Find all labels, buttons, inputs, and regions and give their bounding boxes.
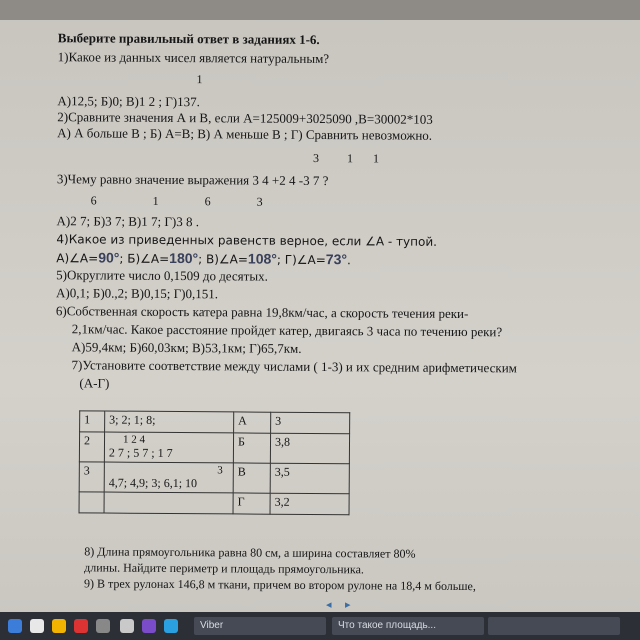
- value-cell: 3,2: [270, 493, 349, 515]
- matching-table: [79, 410, 351, 515]
- letter-cell: В: [233, 463, 270, 493]
- q3-ans-num-d: 3: [256, 194, 263, 209]
- q4-option-b-label: ; Б)∠А=: [119, 251, 170, 266]
- q4-option-b-value: 180°: [169, 249, 199, 267]
- row-number: [79, 492, 104, 513]
- letter-cell: Б: [233, 433, 270, 463]
- q1-answers-part-a: А)12,5; Б)0; В)1: [57, 93, 146, 109]
- question-6-line-2: 2,1км/час. Какое расстояние пройдет катер, двигаясь 3 часа по течению реки?: [71, 321, 503, 340]
- next-arrow-icon[interactable]: ▸: [345, 598, 351, 611]
- q4-option-a-value: 90°: [98, 249, 120, 266]
- table-row: [79, 462, 349, 494]
- q3-ans-num-c: 6: [204, 194, 211, 209]
- pager-arrows[interactable]: [326, 598, 351, 611]
- mixed-values: 4,7; 4,9; 3; 6,1; 10: [108, 475, 198, 491]
- q4-option-c-label: ; В)∠А=: [198, 252, 248, 267]
- q1-answers: [57, 94, 200, 109]
- taskbar-window[interactable]: [488, 617, 620, 635]
- table-row: [79, 492, 349, 515]
- question-6-line-1: 6)Собственная скорость катера равна 19,8км/час, а скорость течения реки-: [55, 303, 469, 322]
- q3-ans-num-b: 1: [152, 193, 159, 208]
- numbers-cell: [104, 492, 233, 514]
- worksheet-header: Выберите правильный ответ в заданиях 1-6.: [57, 30, 320, 48]
- q5-answers: А)0,1; Б)0.,2; В)0,15; Г)0,151.: [56, 285, 219, 302]
- taskbar: [0, 612, 640, 640]
- question-5: 5)Округлите число 0,1509 до десятых.: [56, 267, 268, 284]
- q3-ans-num-a: 6: [90, 193, 97, 208]
- q4-option-d-label: ; Г)∠А=: [276, 252, 326, 268]
- q4-option-d-value: 73°: [325, 251, 348, 268]
- question-9-line-1: 9) В трех рулонах 146,8 м ткани, причем во втором рулоне на 18,4 м больше,: [83, 576, 476, 594]
- q4-end: .: [346, 253, 351, 268]
- q1-answers-part-b: ; Г)137.: [158, 93, 200, 110]
- q1-fraction-numerator: 1: [196, 72, 203, 87]
- q4-option-c-value: 108°: [247, 250, 277, 267]
- taskbar-browser[interactable]: Что такое площадь...: [332, 617, 484, 635]
- q3-frac-num-1: 3: [312, 150, 320, 166]
- fraction-numerators: 1 2 4: [122, 433, 146, 446]
- table-row: [80, 411, 350, 434]
- q4-option-a-label: А)∠А=: [56, 251, 99, 266]
- fraction-values: 2 7 ; 5 7 ; 1 7: [108, 445, 173, 461]
- app-icon[interactable]: [142, 619, 156, 633]
- worksheet: [26, 14, 630, 608]
- question-7-line-2: (А-Г): [79, 375, 110, 391]
- q3-frac-num-2: 1: [346, 151, 354, 166]
- app-icon[interactable]: [96, 619, 110, 633]
- q2-answers: А) А больше В ; Б) А=В; В) А меньше В ; Г) Сравнить невозможно.: [57, 125, 433, 143]
- prev-arrow-icon[interactable]: ◂: [326, 598, 332, 611]
- numbers-cell: [104, 462, 233, 493]
- app-icon[interactable]: [74, 619, 88, 633]
- q1-fraction-denominator: 2: [148, 93, 156, 109]
- row-number: 3: [79, 462, 104, 492]
- explorer-icon[interactable]: [52, 619, 66, 633]
- app-icon[interactable]: [120, 619, 134, 633]
- question-1: 1)Какое из данных чисел является натуральным?: [57, 49, 330, 67]
- q4-answers: [56, 250, 351, 267]
- question-4: 4)Какое из приведенных равенств верное, если ∠А - тупой.: [56, 232, 438, 249]
- row-number: 2: [79, 432, 104, 462]
- question-8-line-2: длины. Найдите периметр и площадь прямоугольника.: [84, 560, 364, 577]
- numbers-cell: 3; 2; 1; 8;: [105, 411, 234, 433]
- table-row: [79, 432, 349, 464]
- q6-answers: А)59,4км; Б)60,03км; В)53,1км; Г)65,7км.: [71, 339, 302, 356]
- q3-frac-num-3: 1: [372, 151, 380, 166]
- row-number: 1: [80, 411, 105, 432]
- taskbar-viber[interactable]: Viber: [194, 617, 326, 635]
- question-2: 2)Сравните значения А и В, если А=125009+3025090 ,В=30002*103: [57, 109, 433, 127]
- file-icon[interactable]: [30, 619, 44, 633]
- start-icon[interactable]: [8, 619, 22, 633]
- question-7-line-1: 7)Установите соответствие между числами ( 1-3) и их средним арифметическим: [71, 357, 517, 376]
- q3-answers: А)2 7; Б)3 7; В)1 7; Г)3 8 .: [56, 213, 200, 230]
- fraction-numerator: 3: [217, 464, 223, 477]
- question-8-line-1: 8) Длина прямоугольника равна 80 см, а ширина составляет 80%: [84, 544, 416, 561]
- app-icon[interactable]: [164, 619, 178, 633]
- letter-cell: А: [234, 412, 271, 433]
- numbers-cell: [104, 432, 233, 463]
- value-cell: 3: [271, 412, 350, 434]
- letter-cell: Г: [233, 493, 270, 514]
- value-cell: 3,8: [270, 433, 349, 464]
- value-cell: 3,5: [270, 463, 349, 494]
- question-3: 3)Чему равно значение выражения 3 4 +2 4 -3 7 ?: [56, 171, 329, 189]
